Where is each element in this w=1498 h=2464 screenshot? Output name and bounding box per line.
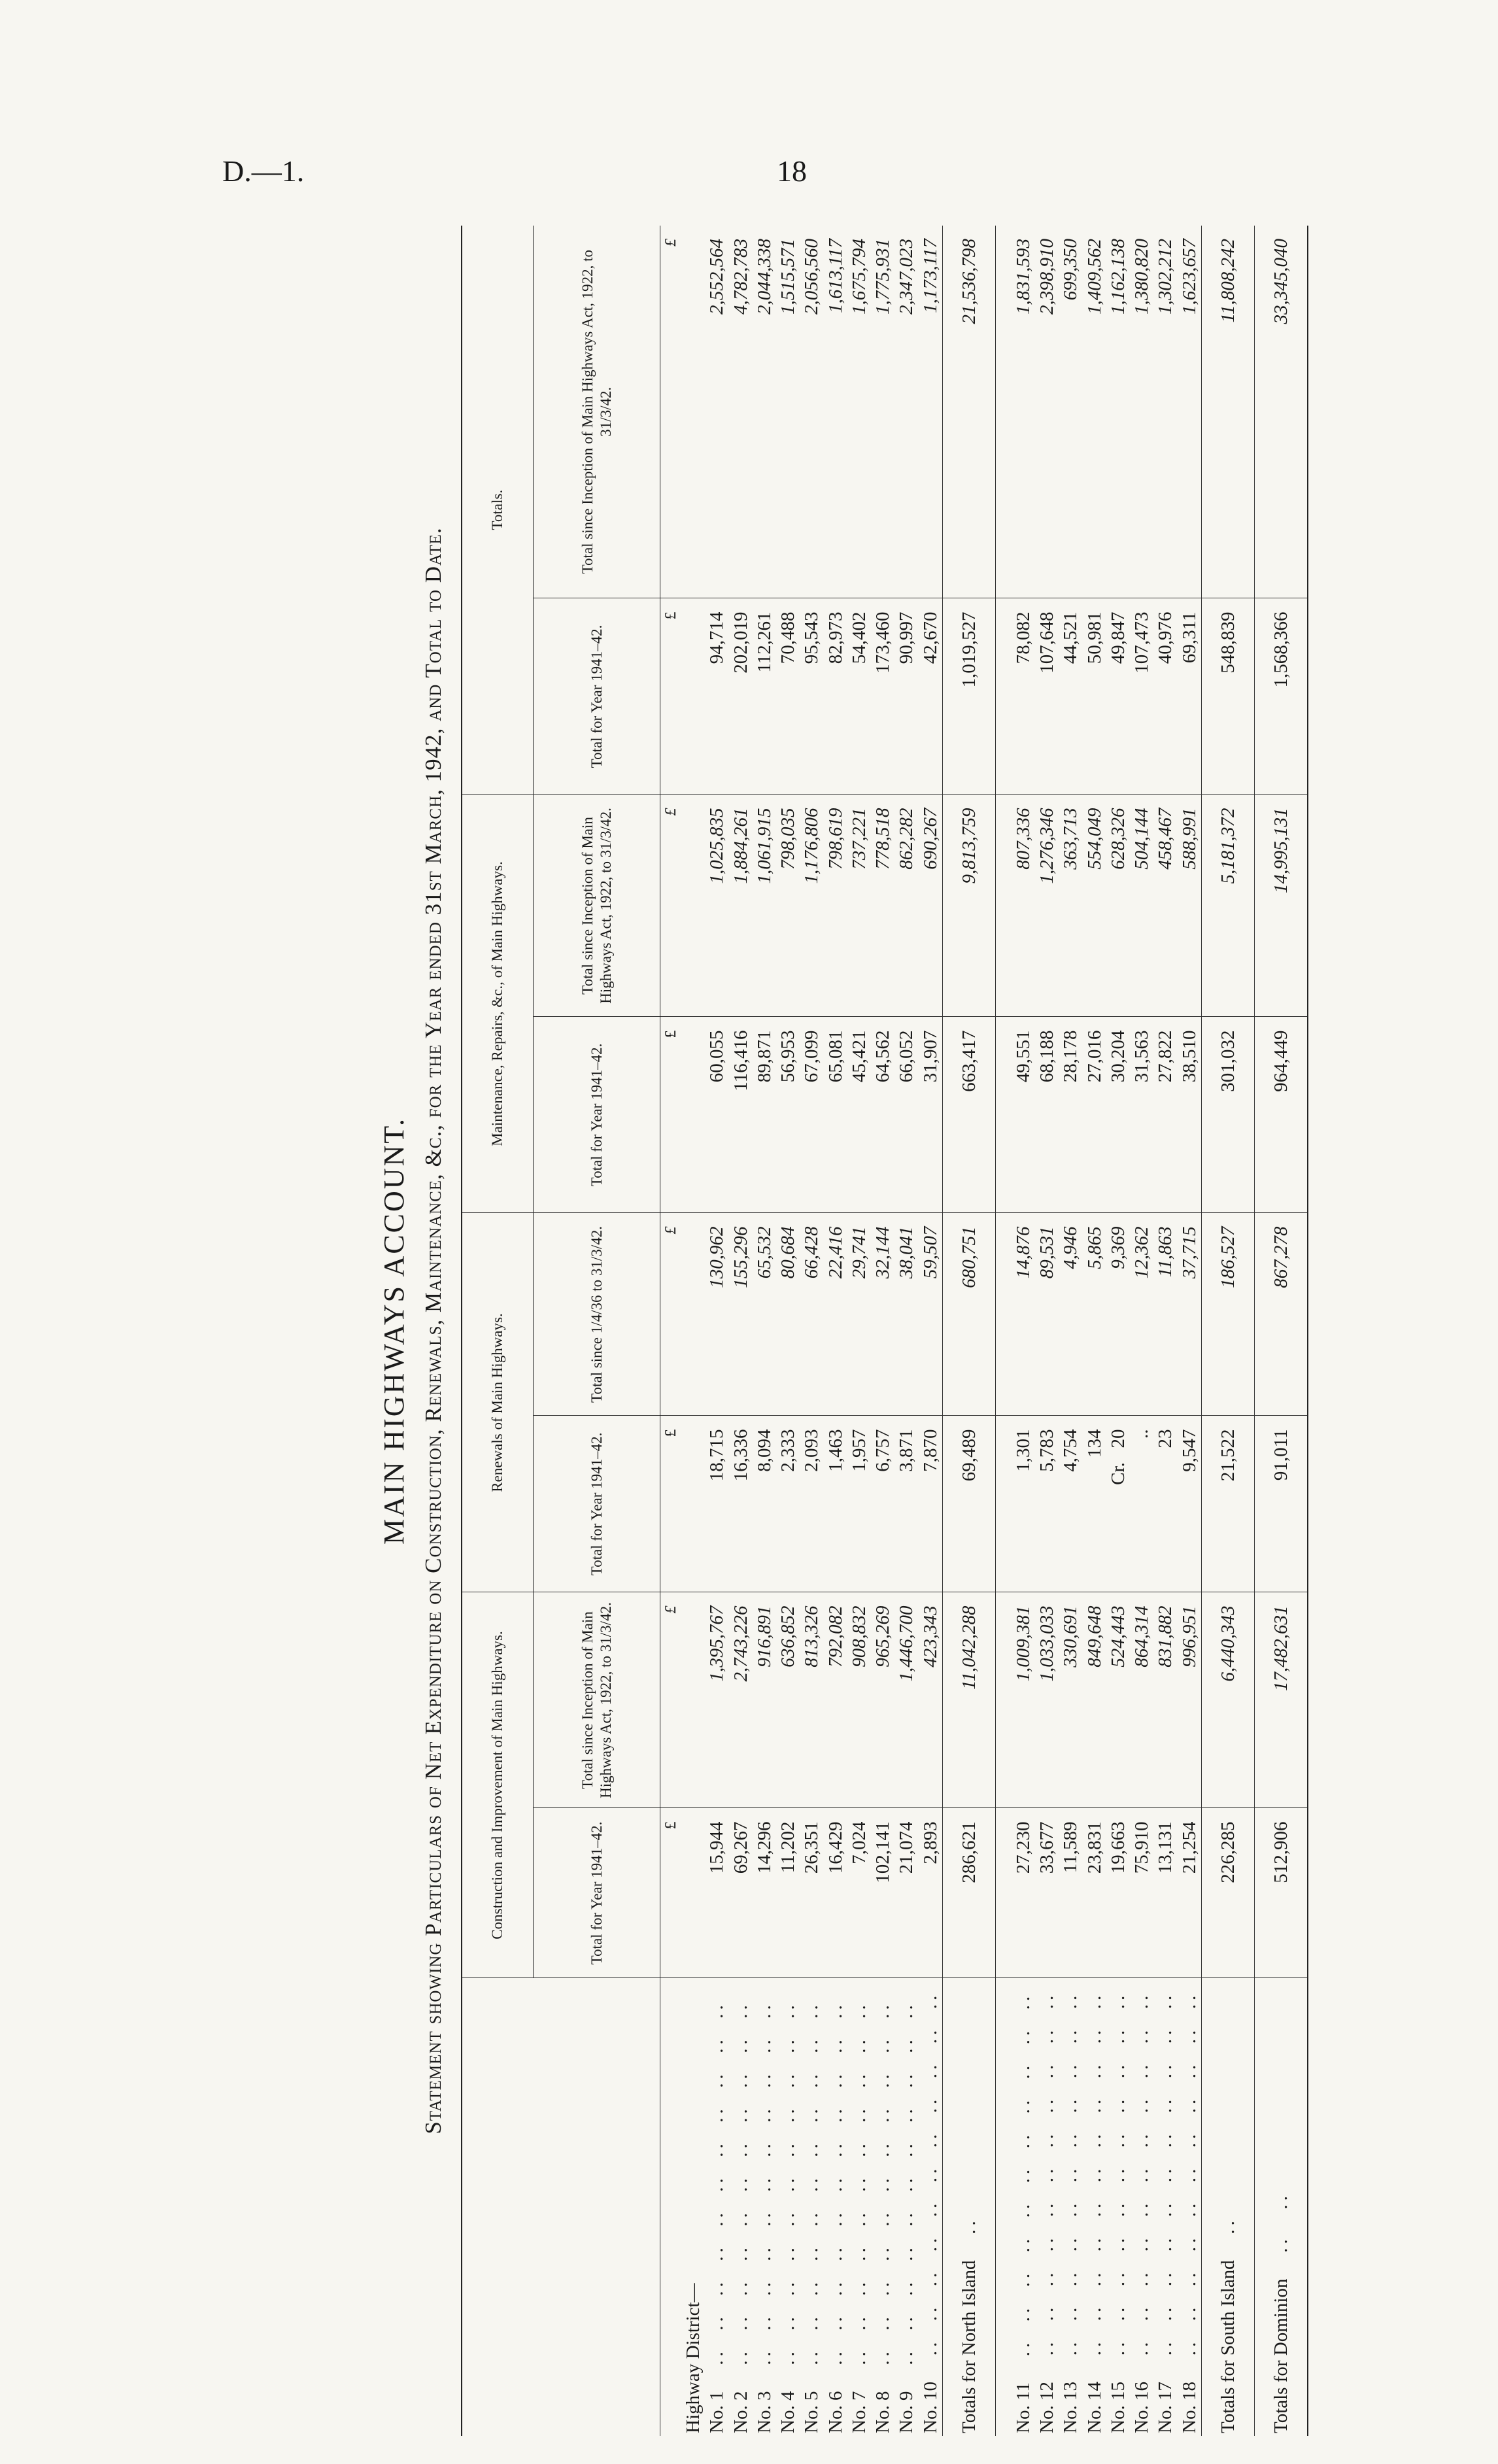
cell-c-year: 15,944: [705, 1808, 728, 1978]
table-row: [800, 226, 823, 2436]
row-label-text: No. 5: [801, 2391, 823, 2433]
table-row: [1012, 226, 1035, 2436]
unit-symbol: £: [660, 1808, 682, 1978]
cell-c-year: 102,141: [871, 1808, 894, 1978]
table-row: [894, 226, 918, 2436]
cell-t-year: 50,981: [1083, 598, 1106, 795]
leader-dots: ..: [958, 2217, 979, 2261]
row-label-text: No. 14: [1083, 2382, 1105, 2433]
leader-dots: .. .. .. .. .. .. .. .. .. .. ..: [1083, 1991, 1105, 2382]
cell-c-inc: 1,446,700: [894, 1592, 918, 1808]
cell-m-year: 45,421: [847, 1017, 871, 1213]
unit-stub: [660, 1978, 682, 2436]
table-body: [660, 226, 1308, 2436]
table-row: [824, 226, 847, 2436]
cell-t-inc: 11,808,242: [1201, 226, 1254, 598]
cell-m-inc: 798,035: [776, 795, 800, 1017]
cell-c-year: 75,910: [1130, 1808, 1153, 1978]
cell-c-inc: 423,343: [919, 1592, 943, 1808]
cell-c-inc: 6,440,343: [1201, 1592, 1254, 1808]
cell-r-since: 4,946: [1059, 1213, 1082, 1416]
cell-c-inc: 996,951: [1178, 1592, 1202, 1808]
totals-group-header: Totals.: [462, 226, 534, 795]
row-label: [1083, 1978, 1106, 2436]
cell-t-inc: 21,536,798: [942, 226, 995, 598]
col-header-year: Total for Year 1941–42.: [534, 1416, 660, 1592]
cell-c-inc: 11,042,288: [942, 1592, 995, 1808]
cell-m-year: 663,417: [942, 1017, 995, 1213]
cell-r-since: 9,369: [1106, 1213, 1130, 1416]
cell-c-year: 11,589: [1059, 1808, 1082, 1978]
cell-c-year: 512,906: [1254, 1808, 1308, 1978]
cell-r-since: 29,741: [847, 1213, 871, 1416]
leader-dots: .. ..: [1270, 2192, 1291, 2279]
cell-m-inc: 363,713: [1059, 795, 1082, 1017]
cell-c-inc: 813,326: [800, 1592, 823, 1808]
cell-t-year: 90,997: [894, 598, 918, 795]
row-label-text: Totals for South Island: [1217, 2260, 1238, 2433]
cell-r-year: 3,871: [894, 1416, 918, 1592]
cell-m-year: 31,907: [919, 1017, 943, 1213]
cell-t-inc: 1,613,117: [824, 226, 847, 598]
row-label: [894, 1978, 918, 2436]
row-label: [847, 1978, 871, 2436]
unit-symbol: £: [660, 226, 682, 598]
unit-symbol: £: [660, 1416, 682, 1592]
rotated-statement: [363, 226, 1344, 2436]
cell-t-inc: 1,380,820: [1130, 226, 1153, 598]
cell-t-year: 49,847: [1106, 598, 1130, 795]
cell-r-year: 2,093: [800, 1416, 823, 1592]
cell-c-year: 7,024: [847, 1808, 871, 1978]
cell-c-inc: 524,443: [1106, 1592, 1130, 1808]
leader-dots: .. .. .. .. .. .. .. .. .. .. ..: [1012, 1992, 1034, 2383]
north-island-total-row: [942, 226, 995, 2436]
cell-c-inc: 636,852: [776, 1592, 800, 1808]
cell-r-year: 16,336: [729, 1416, 753, 1592]
cell-r-since: 38,041: [894, 1213, 918, 1416]
cell-c-year: 23,831: [1083, 1808, 1106, 1978]
cell-m-year: 116,416: [729, 1017, 753, 1213]
cell-m-year: 49,551: [1012, 1017, 1035, 1213]
cell-r-year: 18,715: [705, 1416, 728, 1592]
row-label: [1178, 1978, 1202, 2436]
cell-r-since: 66,428: [800, 1213, 823, 1416]
unit-symbol: £: [660, 598, 682, 795]
cell-r-year: 4,754: [1059, 1416, 1082, 1592]
cell-c-year: 21,254: [1178, 1808, 1202, 1978]
renewals-group-header: Renewals of Main Highways.: [462, 1213, 534, 1592]
row-label-text: No. 18: [1178, 2382, 1200, 2433]
cell-t-inc: 4,782,783: [729, 226, 753, 598]
cell-m-inc: 862,282: [894, 795, 918, 1017]
document-title: MAIN HIGHWAYS ACCOUNT.: [378, 1117, 410, 1545]
cell-t-inc: 1,831,593: [1012, 226, 1035, 598]
cell-c-inc: 792,082: [824, 1592, 847, 1808]
leader-dots: .. .. .. .. .. .. .. .. .. .. ..: [919, 1991, 941, 2382]
cell-r-since: 11,863: [1153, 1213, 1177, 1416]
row-label-text: No. 9: [896, 2391, 917, 2433]
cell-t-year: 78,082: [1012, 598, 1035, 795]
row-label-text: No. 13: [1060, 2382, 1081, 2433]
cell-r-year: Cr. 20: [1106, 1416, 1130, 1592]
cell-r-since: 32,144: [871, 1213, 894, 1416]
col-header-year: Total for Year 1941–42.: [534, 598, 660, 795]
cell-t-year: 44,521: [1059, 598, 1082, 795]
cell-r-year: 1,957: [847, 1416, 871, 1592]
cell-m-inc: 458,467: [1153, 795, 1177, 1017]
cell-t-inc: 2,347,023: [894, 226, 918, 598]
document-subtitle: Statement showing Particulars of Net Expenditure on Construction, Renewals, Maintenance, &c., for the Year ended 31st March, 1942, and Total to Date.: [420, 527, 446, 2134]
row-label: [753, 1978, 776, 2436]
row-label: [871, 1978, 894, 2436]
col-header-inception: Total since Inception of Main Highways Act, 1922, to 31/3/42.: [534, 1592, 660, 1808]
row-label: [1201, 1978, 1254, 2436]
cell-r-since: 130,962: [705, 1213, 728, 1416]
table-row: [871, 226, 894, 2436]
cell-r-year: 21,522: [1201, 1416, 1254, 1592]
cell-r-year: 23: [1153, 1416, 1177, 1592]
cell-m-inc: 807,336: [1012, 795, 1035, 1017]
row-label-text: No. 4: [777, 2391, 798, 2433]
cell-m-year: 31,563: [1130, 1017, 1153, 1213]
row-label-text: No. 11: [1012, 2382, 1034, 2433]
table-row: [776, 226, 800, 2436]
cell-c-year: 33,677: [1035, 1808, 1059, 1978]
cell-r-year: 5,783: [1035, 1416, 1059, 1592]
table-row: [1130, 226, 1153, 2436]
cell-m-year: 28,178: [1059, 1017, 1082, 1213]
cell-m-inc: 1,025,835: [705, 795, 728, 1017]
cell-r-since: 5,865: [1083, 1213, 1106, 1416]
cell-t-year: 70,488: [776, 598, 800, 795]
highway-district-heading-row: [681, 226, 705, 2436]
cell-c-year: 21,074: [894, 1808, 918, 1978]
unit-symbol: £: [660, 1213, 682, 1416]
col-header-year: Total for Year 1941–42.: [534, 1808, 660, 1978]
construction-group-header: Construction and Improvement of Main Highways.: [462, 1592, 534, 1978]
cell-m-inc: 14,995,131: [1254, 795, 1308, 1017]
leader-dots: .. .. .. .. .. .. .. .. .. .. ..: [1107, 1991, 1129, 2382]
cell-c-inc: 916,891: [753, 1592, 776, 1808]
cell-r-year: 2,333: [776, 1416, 800, 1592]
cell-m-inc: 778,518: [871, 795, 894, 1017]
cell-m-year: 60,055: [705, 1017, 728, 1213]
table-row: [753, 226, 776, 2436]
cell-r-since: 680,751: [942, 1213, 995, 1416]
table-row: [1106, 226, 1130, 2436]
col-header-inception: Total since Inception of Main Highways Act, 1922, to 31/3/42.: [534, 795, 660, 1017]
leader-dots: .. .. .. .. .. .. .. .. .. .. ..: [1131, 1991, 1152, 2382]
row-label-text: No. 2: [730, 2391, 751, 2433]
row-label-text: No. 6: [825, 2391, 846, 2433]
cell-m-year: 89,871: [753, 1017, 776, 1213]
cell-t-year: 112,261: [753, 598, 776, 795]
cell-t-year: 54,402: [847, 598, 871, 795]
dominion-total-row: [1254, 226, 1308, 2436]
cell-r-year: 7,870: [919, 1416, 943, 1592]
col-header-since-1936: Total since 1/4/36 to 31/3/42.: [534, 1213, 660, 1416]
leader-dots: .. .. .. .. .. .. .. .. .. .. ..: [730, 2001, 751, 2391]
cell-t-year: 173,460: [871, 598, 894, 795]
col-header-inception: Total since Inception of Main Highways Act, 1922, to 31/3/42.: [534, 226, 660, 598]
cell-r-since: 65,532: [753, 1213, 776, 1416]
row-label: [1059, 1978, 1082, 2436]
cell-t-inc: 1,162,138: [1106, 226, 1130, 598]
cell-r-year: ..: [1130, 1416, 1153, 1592]
table-row: [1153, 226, 1177, 2436]
leader-dots: .. .. .. .. .. .. .. .. .. .. ..: [872, 2001, 893, 2391]
cell-t-year: 107,473: [1130, 598, 1153, 795]
cell-r-since: 80,684: [776, 1213, 800, 1416]
row-label-text: No. 15: [1107, 2382, 1129, 2433]
col-header-year: Total for Year 1941–42.: [534, 1017, 660, 1213]
cell-m-year: 301,032: [1201, 1017, 1254, 1213]
cell-t-inc: 2,552,564: [705, 226, 728, 598]
row-label: [919, 1978, 943, 2436]
cell-r-since: 867,278: [1254, 1213, 1308, 1416]
cell-m-year: 56,953: [776, 1017, 800, 1213]
cell-m-inc: 1,884,261: [729, 795, 753, 1017]
leader-dots: .. .. .. .. .. .. .. .. .. .. ..: [801, 2001, 823, 2391]
leader-dots: .. .. .. .. .. .. .. .. .. .. ..: [848, 2001, 870, 2391]
cell-c-year: 226,285: [1201, 1808, 1254, 1978]
cell-m-year: 38,510: [1178, 1017, 1202, 1213]
cell-c-inc: 965,269: [871, 1592, 894, 1808]
cell-t-year: 69,311: [1178, 598, 1202, 795]
unit-row: [660, 226, 682, 2436]
cell-r-year: 69,489: [942, 1416, 995, 1592]
cell-t-inc: 1,515,571: [776, 226, 800, 598]
cell-r-since: 155,296: [729, 1213, 753, 1416]
table-row: [1059, 226, 1082, 2436]
leader-dots: ..: [1217, 2217, 1238, 2261]
cell-c-inc: 908,832: [847, 1592, 871, 1808]
cell-c-inc: 831,882: [1153, 1592, 1177, 1808]
page-number: 18: [777, 154, 807, 188]
cell-r-year: 1,301: [1012, 1416, 1035, 1592]
cell-m-inc: 798,619: [824, 795, 847, 1017]
row-label-text: No. 10: [919, 2382, 941, 2433]
spacer-row: [995, 226, 1012, 2436]
cell-c-year: 16,429: [824, 1808, 847, 1978]
cell-c-inc: 864,314: [1130, 1592, 1153, 1808]
row-label: [705, 1978, 728, 2436]
row-label-text: No. 1: [706, 2391, 728, 2433]
cell-m-inc: 1,176,806: [800, 795, 823, 1017]
row-label-text: No. 7: [848, 2391, 870, 2433]
cell-t-year: 548,839: [1201, 598, 1254, 795]
cell-c-inc: 2,743,226: [729, 1592, 753, 1808]
row-label-text: No. 8: [872, 2391, 893, 2433]
row-label: [942, 1978, 995, 2436]
table-row: [1083, 226, 1106, 2436]
cell-m-year: 65,081: [824, 1017, 847, 1213]
cell-c-year: 19,663: [1106, 1808, 1130, 1978]
cell-m-inc: 628,326: [1106, 795, 1130, 1017]
table-row: [705, 226, 728, 2436]
cell-t-inc: 33,345,040: [1254, 226, 1308, 598]
highway-district-label: Highway District—: [683, 2283, 704, 2433]
row-label-text: No. 3: [753, 2391, 775, 2433]
cell-m-inc: 5,181,372: [1201, 795, 1254, 1017]
row-label: [824, 1978, 847, 2436]
unit-symbol: £: [660, 795, 682, 1017]
cell-t-year: 202,019: [729, 598, 753, 795]
row-label: [800, 1978, 823, 2436]
south-island-total-row: [1201, 226, 1254, 2436]
leader-dots: .. .. .. .. .. .. .. .. .. .. ..: [1155, 1991, 1176, 2382]
row-label-text: No. 17: [1155, 2382, 1176, 2433]
cell-m-inc: 554,049: [1083, 795, 1106, 1017]
leader-dots: .. .. .. .. .. .. .. .. .. .. ..: [1036, 1991, 1057, 2382]
row-label: [776, 1978, 800, 2436]
cell-t-year: 94,714: [705, 598, 728, 795]
table-row: [847, 226, 871, 2436]
cell-c-inc: 849,648: [1083, 1592, 1106, 1808]
cell-c-year: 27,230: [1012, 1808, 1035, 1978]
row-label: [729, 1978, 753, 2436]
row-label: [1106, 1978, 1130, 2436]
cell-m-inc: 737,221: [847, 795, 871, 1017]
cell-c-year: 11,202: [776, 1808, 800, 1978]
cell-r-since: 37,715: [1178, 1213, 1202, 1416]
expenditure-table: [461, 226, 1308, 2436]
row-label: [1153, 1978, 1177, 2436]
cell-t-inc: 2,044,338: [753, 226, 776, 598]
leader-dots: .. .. .. .. .. .. .. .. .. .. ..: [825, 2001, 846, 2391]
table-row: [1178, 226, 1202, 2436]
table-row: [919, 226, 943, 2436]
cell-m-year: 30,204: [1106, 1017, 1130, 1213]
cell-t-year: 42,670: [919, 598, 943, 795]
cell-r-since: 22,416: [824, 1213, 847, 1416]
leader-dots: .. .. .. .. .. .. .. .. .. .. ..: [753, 2001, 775, 2391]
cell-c-inc: 1,395,767: [705, 1592, 728, 1808]
cell-r-year: 8,094: [753, 1416, 776, 1592]
row-label-text: Totals for North Island: [958, 2260, 979, 2433]
cell-m-inc: 9,813,759: [942, 795, 995, 1017]
cell-r-year: 6,757: [871, 1416, 894, 1592]
cell-m-inc: 1,061,915: [753, 795, 776, 1017]
cell-c-inc: 330,691: [1059, 1592, 1082, 1808]
cell-t-inc: 2,398,910: [1035, 226, 1059, 598]
cell-t-inc: 1,775,931: [871, 226, 894, 598]
row-label-text: No. 16: [1131, 2382, 1152, 2433]
cell-r-year: 1,463: [824, 1416, 847, 1592]
cell-m-year: 27,822: [1153, 1017, 1177, 1213]
cell-m-inc: 504,144: [1130, 795, 1153, 1017]
maintenance-group-header: Maintenance, Repairs, &c., of Main Highways.: [462, 795, 534, 1213]
unit-symbol: £: [660, 1017, 682, 1213]
cell-m-year: 964,449: [1254, 1017, 1308, 1213]
cell-t-inc: 1,623,657: [1178, 226, 1202, 598]
leader-dots: .. .. .. .. .. .. .. .. .. .. ..: [896, 2001, 917, 2391]
cell-t-year: 82,973: [824, 598, 847, 795]
cell-t-year: 1,019,527: [942, 598, 995, 795]
cell-t-year: 1,568,366: [1254, 598, 1308, 795]
cell-c-year: 286,621: [942, 1808, 995, 1978]
row-label-text: Totals for Dominion: [1270, 2278, 1291, 2433]
table-row: [729, 226, 753, 2436]
leader-dots: .. .. .. .. .. .. .. .. .. .. ..: [1178, 1991, 1200, 2382]
row-label-text: No. 12: [1036, 2382, 1057, 2433]
cell-r-since: 186,527: [1201, 1213, 1254, 1416]
cell-m-inc: 690,267: [919, 795, 943, 1017]
cell-t-inc: 1,675,794: [847, 226, 871, 598]
table-row: [1035, 226, 1059, 2436]
row-label: [1254, 1978, 1308, 2436]
cell-r-since: 12,362: [1130, 1213, 1153, 1416]
cell-t-inc: 1,173,117: [919, 226, 943, 598]
cell-t-inc: 1,302,212: [1153, 226, 1177, 598]
cell-r-since: 14,876: [1012, 1213, 1035, 1416]
cell-m-year: 64,562: [871, 1017, 894, 1213]
cell-t-year: 40,976: [1153, 598, 1177, 795]
cell-m-inc: 1,276,346: [1035, 795, 1059, 1017]
leader-dots: .. .. .. .. .. .. .. .. .. .. ..: [706, 2001, 728, 2391]
row-label: [1035, 1978, 1059, 2436]
row-label: [1012, 1978, 1035, 2436]
cell-t-year: 107,648: [1035, 598, 1059, 795]
cell-t-inc: 2,056,560: [800, 226, 823, 598]
leader-dots: .. .. .. .. .. .. .. .. .. .. ..: [1060, 1991, 1081, 2382]
cell-c-year: 2,893: [919, 1808, 943, 1978]
cell-r-year: 91,011: [1254, 1416, 1308, 1592]
page-reference: D.—1.: [222, 154, 305, 188]
cell-r-year: 9,547: [1178, 1416, 1202, 1592]
cell-m-year: 67,099: [800, 1017, 823, 1213]
cell-c-inc: 1,033,033: [1035, 1592, 1059, 1808]
cell-c-inc: 17,482,631: [1254, 1592, 1308, 1808]
unit-symbol: £: [660, 1592, 682, 1808]
cell-r-year: 134: [1083, 1416, 1106, 1592]
cell-c-year: 69,267: [729, 1808, 753, 1978]
cell-r-since: 89,531: [1035, 1213, 1059, 1416]
stub-header: [462, 1978, 660, 2436]
cell-c-year: 26,351: [800, 1808, 823, 1978]
cell-m-year: 66,052: [894, 1017, 918, 1213]
cell-c-year: 14,296: [753, 1808, 776, 1978]
cell-m-inc: 588,991: [1178, 795, 1202, 1017]
cell-t-inc: 699,350: [1059, 226, 1082, 598]
leader-dots: .. .. .. .. .. .. .. .. .. .. ..: [777, 2001, 798, 2391]
cell-c-year: 13,131: [1153, 1808, 1177, 1978]
cell-r-since: 59,507: [919, 1213, 943, 1416]
row-label: [1130, 1978, 1153, 2436]
cell-t-year: 95,543: [800, 598, 823, 795]
cell-m-year: 27,016: [1083, 1017, 1106, 1213]
cell-t-inc: 1,409,562: [1083, 226, 1106, 598]
cell-m-year: 68,188: [1035, 1017, 1059, 1213]
cell-c-inc: 1,009,381: [1012, 1592, 1035, 1808]
